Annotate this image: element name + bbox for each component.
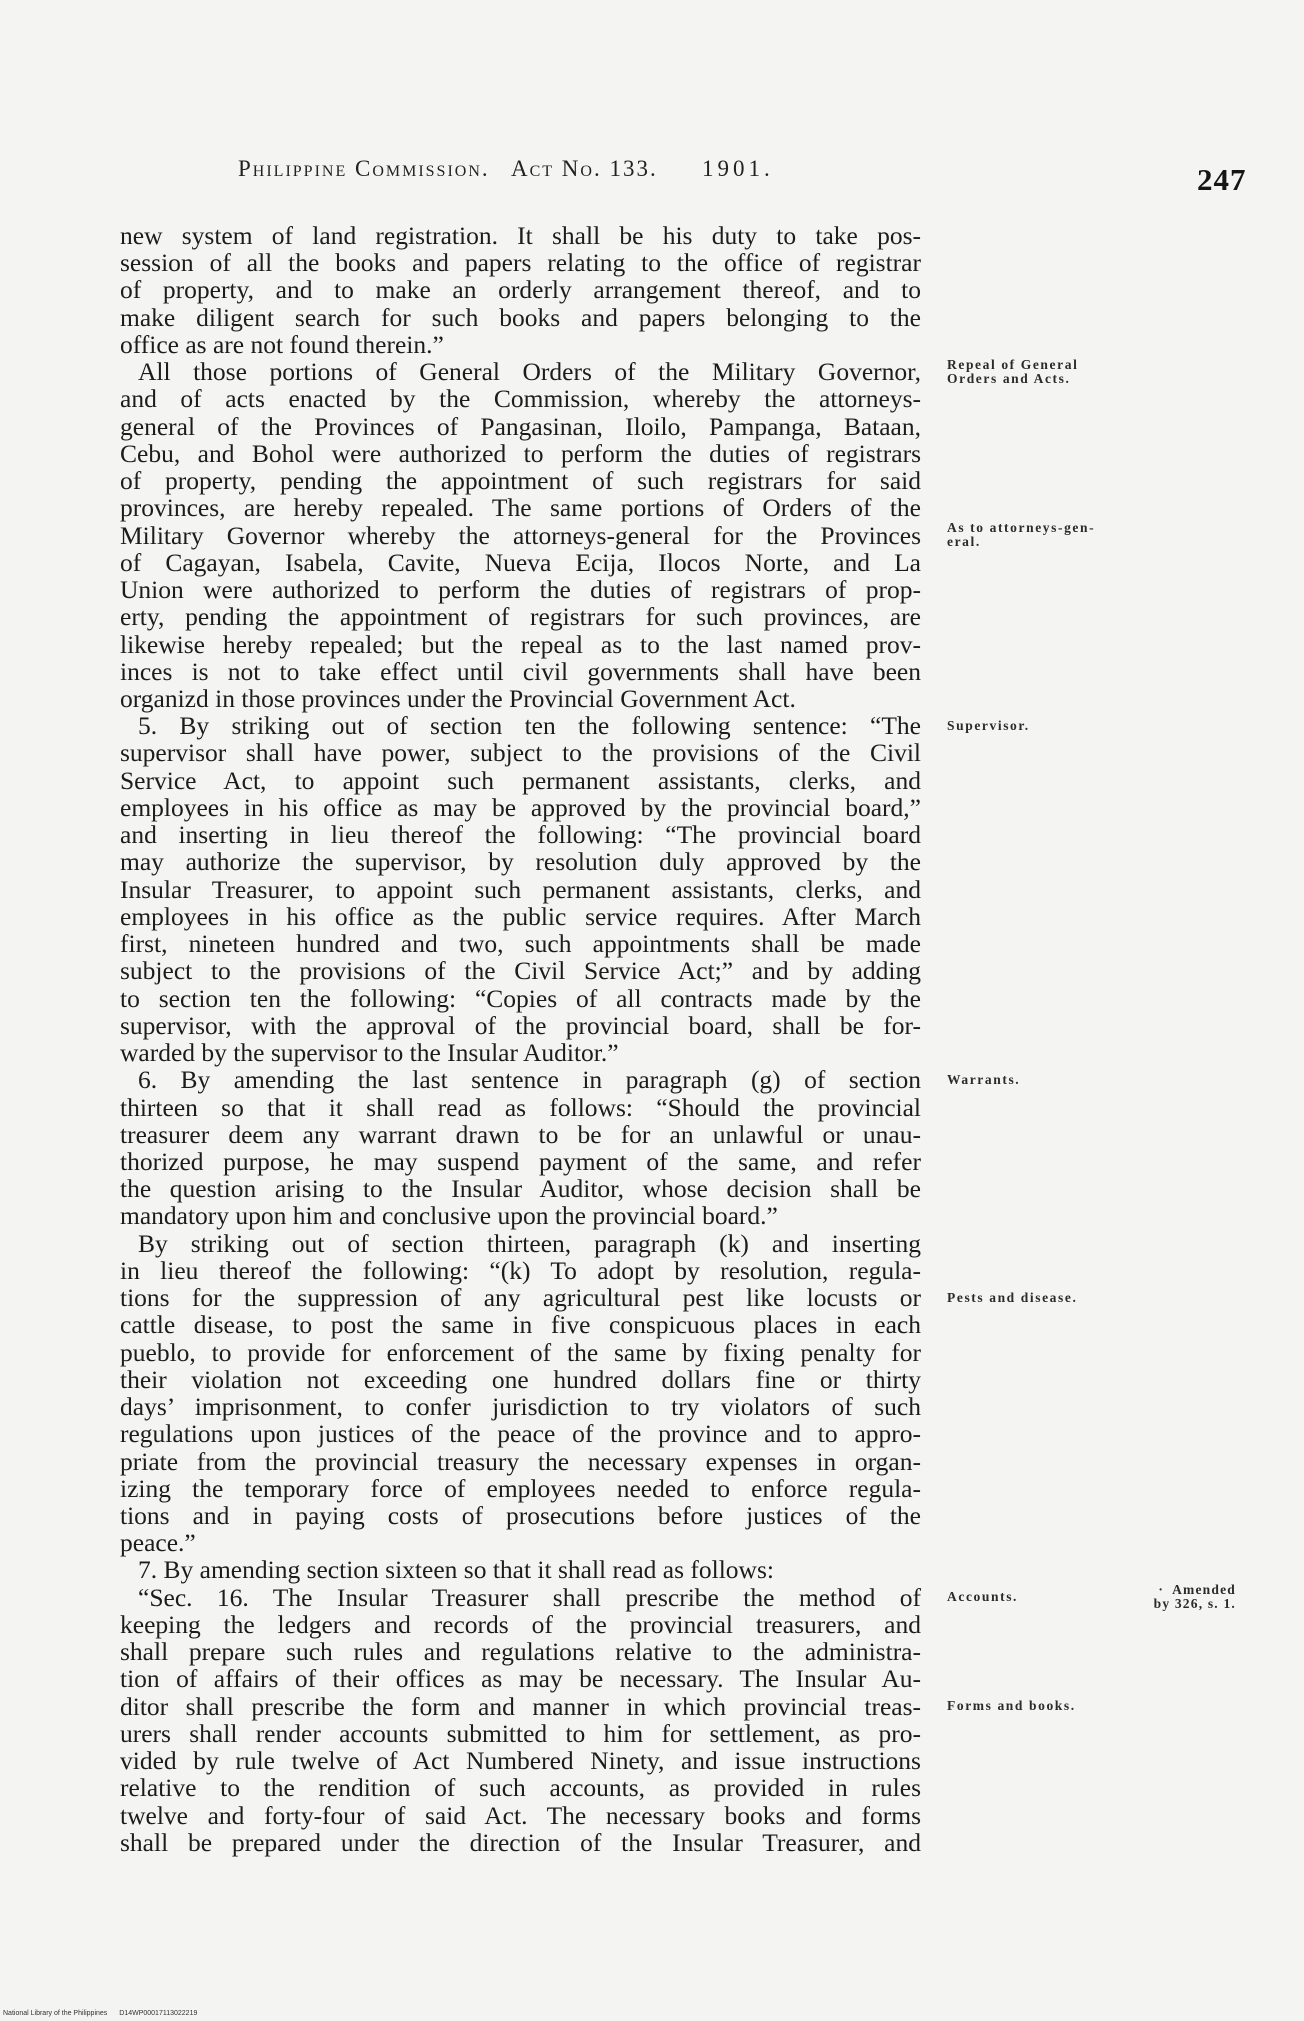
line-text: Union were authorized to perform the duties of registrars of prop- [120,575,921,605]
amendment-note-text: Amended [1172,1582,1236,1598]
text-line [120,1202,921,1229]
text-line [120,930,921,957]
text-line [120,413,921,440]
running-head-year: 1901. [702,156,774,181]
text-line [120,1665,921,1692]
margin-note-line: eral. [947,534,981,550]
text-line [120,848,921,875]
line-text: 6. By amending the last sentence in paragraph (g) of section [138,1065,921,1095]
text-line [120,467,921,494]
text-line [120,331,921,358]
line-text: employees in his office as may be approved by the provincial board,” [120,792,921,822]
text-line [120,739,921,766]
line-text: Cebu, and Bohol were authorized to perform the duties of registrars [120,438,921,468]
line-text: All those portions of General Orders of the Military Governor, [138,357,921,387]
text-line [120,1257,921,1284]
margin-note-line: Orders and Acts. [947,370,1071,386]
margin-note-line: Accounts. [947,1589,1019,1605]
line-text: “Sec. 16. The Insular Treasurer shall prescribe the method of [138,1582,921,1612]
text-line [120,1230,921,1257]
text-line [120,903,921,930]
text-line [120,1283,1078,1313]
margin-note [947,356,1078,387]
line-text: twelve and forty-four of said Act. The necessary books and forms [120,1800,921,1830]
line-text: Service Act, to appoint such permanent assistants, clerks, and [120,765,921,795]
text-line [120,1529,921,1556]
margin-note-line: As to attorneys-gen- [947,520,1096,536]
amendment-note-line [1110,1583,1236,1597]
text-line [120,1747,921,1774]
paragraph [120,1556,921,1583]
line-text: days’ imprisonment, to confer jurisdiction to try violators of such [120,1392,921,1422]
line-text: general of the Provinces of Pangasinan, Iloilo, Pampanga, Bataan, [120,411,921,441]
line-text: make diligent search for such books and papers belonging to the [120,302,921,332]
text-line [120,1582,1236,1612]
line-text: of Cagayan, Isabela, Cavite, Nueva Ecija, Ilocos Norte, and La [120,547,921,577]
line-text: keeping the ledgers and records of the provincial treasurers, and [120,1609,921,1639]
paragraph [120,711,1030,1068]
margin-note [947,1582,1018,1613]
line-text: of property, and to make an orderly arrangement thereof, and to [120,275,921,305]
line-text: Insular Treasurer, to appoint such permanent assistants, clerks, and [120,874,921,904]
line-text: the question arising to the Insular Auditor, whose decision shall be [120,1174,921,1204]
line-text: peace.” [120,1528,196,1558]
text-line [120,1393,921,1420]
text-line [120,957,921,984]
text-line [120,794,921,821]
line-text: session of all the books and papers relating to the office of registrar [120,248,921,278]
line-text: office as are not found therein.” [120,329,444,359]
line-text: new system of land registration. It shall be his duty to take pos- [120,221,921,250]
text-line [120,1148,921,1175]
line-text: tion of affairs of their offices as may be necessary. The Insular Au- [120,1664,921,1694]
text-line [120,985,921,1012]
paragraph [120,1228,1078,1558]
line-text: inces is not to take effect until civil governments shall have been [120,656,921,686]
margin-note [947,520,1095,551]
line-text: tions and in paying costs of prosecutions before justices of the [120,1501,921,1531]
line-text: 5. By striking out of section ten the following sentence: “The [138,711,921,741]
text-line [120,711,1030,741]
line-text: cattle disease, to post the same in five conspicuous places in each [120,1310,921,1340]
line-text: urers shall render accounts submitted to him for settlement, as pro- [120,1718,921,1748]
margin-note-line: Supervisor. [947,717,1030,733]
text-line [120,249,921,276]
text-line [120,440,921,467]
margin-note-line: Forms and books. [947,1698,1076,1714]
text-line [120,1691,1076,1721]
text-line [120,1039,921,1066]
text-line [120,821,921,848]
text-line [120,1121,921,1148]
paragraph [120,222,921,358]
text-line [120,1475,921,1502]
line-text: pueblo, to provide for enforcement of the same by fixing penalty for [120,1337,921,1367]
text-line [120,1611,921,1638]
text-line [120,356,1079,387]
body-text [120,221,1236,1857]
text-line [120,658,921,685]
line-text: erty, pending the appointment of registrars for such provinces, are [120,602,921,632]
line-text: and of acts enacted by the Commission, whereby the attorneys- [120,384,921,414]
running-head-title: Philippine Commission. [238,156,490,181]
line-text: relative to the rendition of such accounts, as provided in rules [120,1773,921,1803]
line-text: ditor shall prescribe the form and manner in which provincial treas- [120,1691,921,1721]
text-line [120,1829,921,1856]
line-text: their violation not exceeding one hundred dollars fine or thirty [120,1364,921,1394]
line-text: shall prepare such rules and regulations relative to the administra- [120,1637,921,1667]
amendment-note-line [1110,1597,1236,1611]
text-line [120,631,921,658]
text-line [120,1311,921,1338]
text-line [120,1094,921,1121]
text-line [120,1720,921,1747]
line-text: vided by rule twelve of Act Numbered Ninety, and issue instructions [120,1746,921,1776]
line-text: regulations upon justices of the peace of the province and to appro- [120,1419,921,1449]
line-text: Military Governor whereby the attorneys-general for the Provinces [120,520,921,550]
line-text: thorized purpose, he may suspend payment of the same, and refer [120,1146,921,1176]
paragraph [120,356,1096,713]
text-line [120,1420,921,1447]
text-line [120,876,921,903]
margin-note [947,710,1030,741]
paragraph [120,1582,1236,1857]
line-text: thirteen so that it shall read as follows: “Should the provincial [120,1092,921,1122]
line-text: supervisor shall have power, subject to the provisions of the Civil [120,738,921,768]
text-line [120,1802,921,1829]
text-line [120,576,921,603]
line-text: izing the temporary force of employees needed to enforce regula- [120,1473,921,1503]
text-line [120,494,921,521]
line-text: shall be prepared under the direction of the Insular Treasurer, and [120,1827,921,1857]
line-text: 7. By amending section sixteen so that it shall read as follows: [138,1555,774,1585]
line-text: to section ten the following: “Copies of all contracts made by the [120,983,921,1013]
text-line [120,767,921,794]
library-credit: National Library of the Philippines [3,2010,108,2017]
line-text: mandatory upon him and conclusive upon the provincial board.” [120,1201,778,1231]
line-text: employees in his office as the public service requires. After March [120,901,921,931]
amendment-note [1110,1582,1236,1613]
text-line [120,1366,921,1393]
margin-note [947,1064,1020,1095]
margin-note-line: Warrants. [947,1071,1021,1087]
line-text: first, nineteen hundred and two, such appointments shall be made [120,929,921,959]
margin-note-line: Pests and disease. [947,1289,1078,1305]
text-line [120,1339,921,1366]
line-text: By striking out of section thirteen, paragraph (k) and inserting [138,1228,921,1258]
line-text: and inserting in lieu thereof the following: “The provincial board [120,820,921,850]
page-number: 247 [1197,162,1247,197]
text-line [120,1638,921,1665]
text-line [120,685,921,712]
text-line [120,1502,921,1529]
text-line [120,1774,921,1801]
scan-footer [3,2010,197,2018]
line-text: of property, pending the appointment of such registrars for said [120,466,921,496]
scan-code: D14WP00017113022219 [119,2010,198,2017]
margin-note-line: Repeal of General [947,356,1079,372]
text-line [120,1448,921,1475]
text-line [120,304,921,331]
line-text: organizd in those provinces under the Provincial Government Act. [120,683,796,713]
line-text: in lieu thereof the following: “(k) To adopt by resolution, regula- [120,1255,921,1285]
margin-note [947,1691,1076,1722]
line-text: tions for the suppression of any agricultural pest like locusts or [120,1283,921,1313]
text-line [120,549,921,576]
text-line [120,276,921,303]
line-text: treasurer deem any warrant drawn to be for an unlawful or unau- [120,1119,921,1149]
text-line [120,385,921,412]
text-line [120,603,921,630]
line-text: may authorize the supervisor, by resolution duly approved by the [120,847,921,877]
line-text: priate from the provincial treasury the necessary expenses in organ- [120,1446,921,1476]
margin-note [947,1282,1077,1313]
text-line [120,1556,921,1583]
text-line [120,520,1096,550]
line-text: provinces, are hereby repealed. The same portions of Orders of the [120,493,921,523]
line-text: supervisor, with the approval of the provincial board, shall be for- [120,1010,921,1040]
bullet-mark: · [1158,1582,1165,1598]
line-text: likewise hereby repealed; but the repeal as to the last named prov- [120,629,921,659]
amendment-note-text: by 326, s. 1. [1153,1596,1236,1612]
text-line [120,1065,1021,1095]
text-line [120,1012,921,1039]
running-head-act: Act No. 133. [511,156,658,181]
line-text: warded by the supervisor to the Insular Auditor.” [120,1038,619,1068]
paragraph [120,1065,1021,1231]
line-text: subject to the provisions of the Civil Service Act;” and by adding [120,956,921,986]
text-line [120,222,921,249]
text-line [120,1175,921,1202]
